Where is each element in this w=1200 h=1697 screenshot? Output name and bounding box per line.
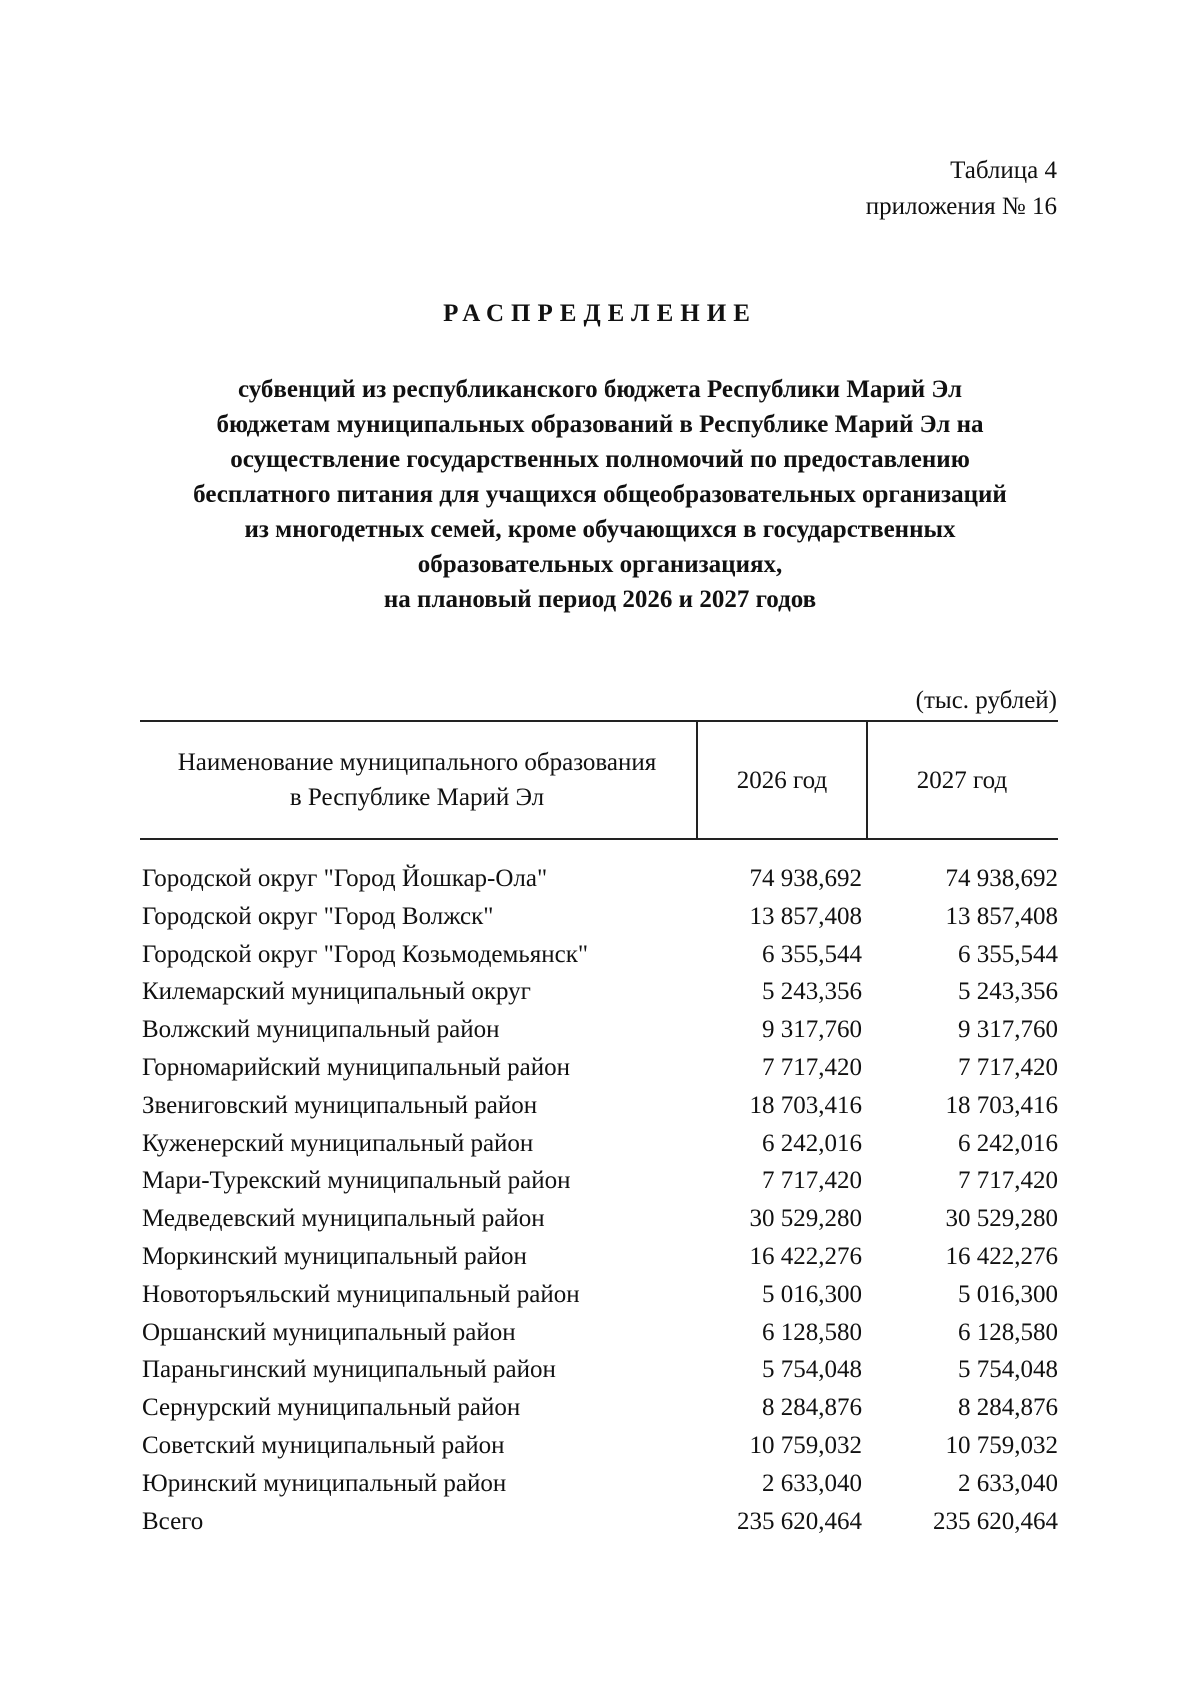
- municipality-name: Советский муниципальный район: [142, 1431, 505, 1459]
- value-2026: 5 754,048: [762, 1356, 862, 1384]
- value-2026: 235 620,464: [737, 1507, 862, 1535]
- value-2026: 7 717,420: [762, 1053, 862, 1081]
- table-row: [140, 1125, 1058, 1163]
- municipality-name: Килемарский муниципальный округ: [142, 978, 531, 1006]
- value-2026: 2 633,040: [762, 1469, 862, 1497]
- table-row: [140, 1087, 1058, 1125]
- distribution-table: [140, 720, 1058, 1540]
- municipality-name: Городской округ "Город Козьмодемьянск": [142, 940, 589, 968]
- municipality-name: Куженерский муниципальный район: [142, 1129, 534, 1157]
- municipality-name: Моркинский муниципальный район: [142, 1242, 527, 1270]
- table-body: [140, 840, 1058, 1540]
- value-2027: 9 317,760: [958, 1016, 1058, 1044]
- table-row: [140, 1200, 1058, 1238]
- value-2026: 5 243,356: [762, 978, 862, 1006]
- value-2026: 30 529,280: [749, 1205, 862, 1233]
- value-2027: 13 857,408: [945, 902, 1058, 930]
- table-row: [140, 1238, 1058, 1276]
- table-row: [140, 973, 1058, 1011]
- value-2026: 5 016,300: [762, 1280, 862, 1308]
- municipality-name: Параньгинский муниципальный район: [142, 1356, 556, 1384]
- value-2026: 8 284,876: [762, 1394, 862, 1422]
- table-row: [140, 1427, 1058, 1465]
- municipality-name: Горномарийский муниципальный район: [142, 1053, 570, 1081]
- value-2027: 5 754,048: [958, 1356, 1058, 1384]
- municipality-name: Звениговский муниципальный район: [142, 1091, 538, 1119]
- municipality-name: Волжский муниципальный район: [142, 1016, 500, 1044]
- value-2027: 6 355,544: [958, 940, 1058, 968]
- value-2027: 16 422,276: [945, 1242, 1058, 1270]
- value-2027: 10 759,032: [945, 1431, 1058, 1459]
- value-2027: 2 633,040: [958, 1469, 1058, 1497]
- value-2027: 5 243,356: [958, 978, 1058, 1006]
- column-header-name-line: в Республике Марий Эл: [289, 784, 545, 811]
- value-2027: 6 242,016: [958, 1129, 1058, 1157]
- subtitle-line: бюджетам муниципальных образований в Республике Марий Эл на: [216, 411, 984, 438]
- value-2026: 6 355,544: [762, 940, 862, 968]
- table-row: [140, 1351, 1058, 1389]
- value-2027: 8 284,876: [958, 1394, 1058, 1422]
- table-row: [140, 936, 1058, 974]
- municipality-name: Оршанский муниципальный район: [142, 1318, 516, 1346]
- table-total-row: [140, 1503, 1058, 1541]
- value-2026: 18 703,416: [749, 1091, 862, 1119]
- table-row: [140, 1389, 1058, 1427]
- value-2027: 7 717,420: [958, 1167, 1058, 1195]
- value-2026: 9 317,760: [762, 1016, 862, 1044]
- value-2027: 18 703,416: [945, 1091, 1058, 1119]
- municipality-name: Медведевский муниципальный район: [142, 1205, 545, 1233]
- value-2027: 30 529,280: [945, 1205, 1058, 1233]
- subtitle-line: из многодетных семей, кроме обучающихся в государственных: [244, 516, 956, 543]
- table-row: [140, 1049, 1058, 1087]
- municipality-name: Городской округ "Город Йошкар-Ола": [142, 865, 548, 892]
- appendix-reference: приложения № 16: [865, 193, 1057, 220]
- subtitle-line: бесплатного питания для учащихся общеобразовательных организаций: [193, 481, 1007, 508]
- value-2026: 10 759,032: [749, 1431, 862, 1459]
- value-2027: 6 128,580: [958, 1318, 1058, 1346]
- value-2026: 16 422,276: [749, 1242, 862, 1270]
- subtitle-line: образовательных организациях,: [417, 551, 783, 578]
- municipality-name: Городской округ "Город Волжск": [142, 902, 494, 930]
- value-2027: 7 717,420: [958, 1053, 1058, 1081]
- subtitle-line: на плановый период 2026 и 2027 годов: [383, 586, 817, 613]
- value-2027: 235 620,464: [933, 1507, 1058, 1535]
- municipality-name: Сернурский муниципальный район: [142, 1394, 521, 1422]
- document-subtitle: [120, 372, 1080, 617]
- subtitle-line: субвенций из республиканского бюджета Республики Марий Эл: [237, 376, 963, 403]
- value-2027: 74 938,692: [945, 865, 1058, 892]
- value-2027: 5 016,300: [958, 1280, 1058, 1308]
- document-title: РАСПРЕДЕЛЕНИЕ: [443, 300, 757, 327]
- municipality-name: Всего: [142, 1507, 204, 1535]
- column-header-2027: 2027 год: [916, 766, 1008, 794]
- value-2026: 13 857,408: [749, 902, 862, 930]
- column-header-name: [140, 722, 694, 838]
- column-header-name-line: Наименование муниципального образования: [177, 749, 657, 776]
- municipality-name: Новоторъяльский муниципальный район: [142, 1280, 580, 1308]
- value-2026: 74 938,692: [749, 865, 862, 892]
- table-row: [140, 1314, 1058, 1352]
- value-2026: 7 717,420: [762, 1167, 862, 1195]
- subtitle-line: осуществление государственных полномочий по предоставлению: [230, 446, 970, 473]
- value-2026: 6 242,016: [762, 1129, 862, 1157]
- table-row: [140, 898, 1058, 936]
- table-row: [140, 1162, 1058, 1200]
- municipality-name: Мари-Турекский муниципальный район: [142, 1167, 571, 1195]
- table-row: [140, 1465, 1058, 1503]
- table-row: [140, 860, 1058, 898]
- column-header-2026: 2026 год: [696, 722, 868, 838]
- table-header: [140, 722, 1058, 840]
- units-note: (тыс. рублей): [915, 687, 1057, 714]
- table-row: [140, 1011, 1058, 1049]
- table-row: [140, 1276, 1058, 1314]
- table-number: Таблица 4: [950, 157, 1057, 184]
- municipality-name: Юринский муниципальный район: [142, 1469, 507, 1497]
- value-2026: 6 128,580: [762, 1318, 862, 1346]
